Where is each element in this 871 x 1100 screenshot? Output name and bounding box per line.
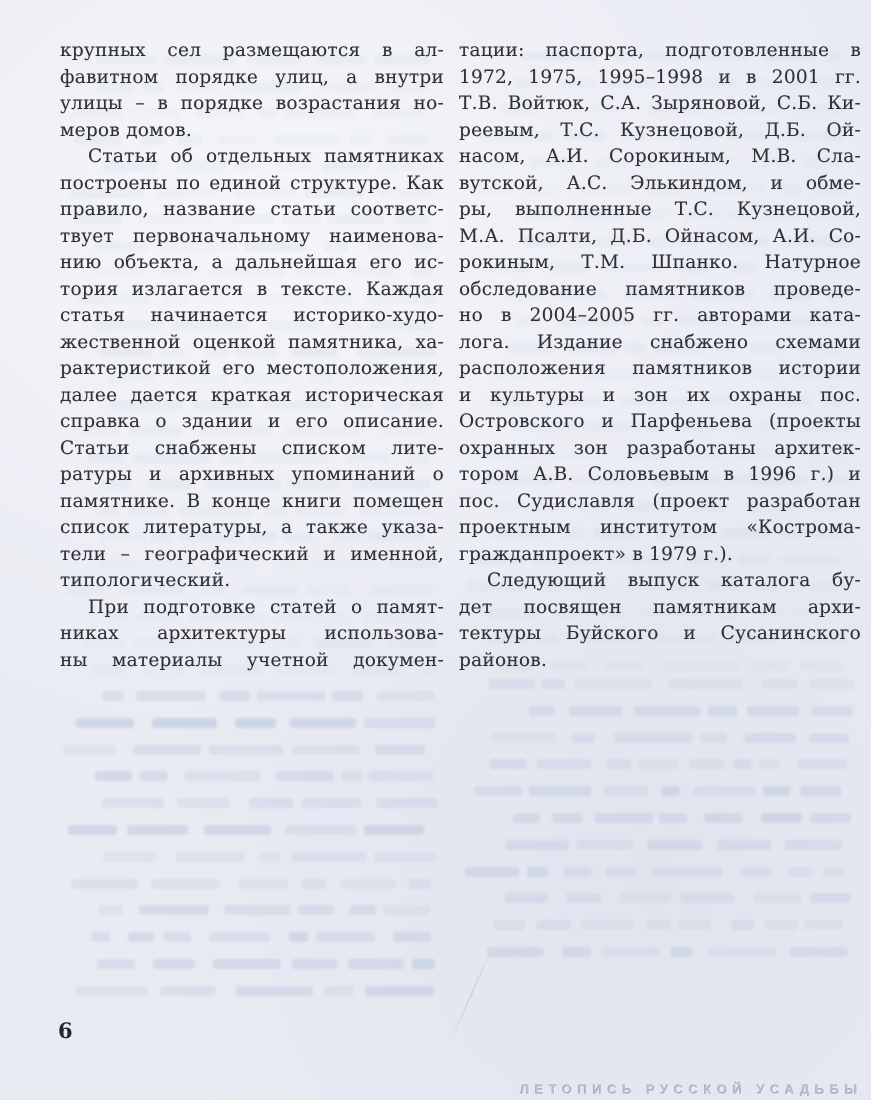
text-line: реевым, Т.С. Кузнецовой, Д.Б. Ой-	[459, 119, 861, 141]
text-line: улицы – в порядке возрастания но-	[60, 93, 444, 114]
paragraph	[60, 38, 444, 144]
text-line: 1972, 1975, 1995–1998 и в 2001 гг.	[459, 66, 861, 88]
text-column-right	[459, 38, 861, 674]
text-line: пос. Судиславля (проект разработан	[459, 490, 861, 512]
text-line: дет посвящен памятникам архи-	[459, 596, 861, 618]
paper-crease	[448, 944, 494, 1045]
ghost-line	[459, 885, 861, 903]
text-line: рокиным, Т.М. Шпанко. Натурное	[459, 252, 861, 273]
text-line: охранных зон разработаны архитек-	[459, 437, 861, 459]
running-footer: ЛЕТОПИСЬ РУССКОЙ УСАДЬБЫ	[520, 1082, 863, 1097]
text-line: никах архитектуры использова-	[60, 623, 444, 644]
ghost-line	[60, 737, 444, 755]
text-line: расположения памятников истории	[459, 358, 861, 379]
text-line: нию объекта, а дальнейшая его ис-	[60, 252, 444, 273]
text-line: Следующий выпуск каталога бу-	[487, 570, 861, 591]
ghost-line	[459, 939, 861, 957]
text-line: ры, выполненные Т.С. Кузнецовой,	[459, 199, 861, 220]
text-line: районов.	[459, 649, 548, 671]
paragraph	[60, 595, 444, 675]
ghost-line	[459, 912, 861, 930]
text-line: обследование памятников проведе-	[459, 278, 861, 300]
ghost-line	[459, 778, 861, 796]
text-line: насом, А.И. Сорокиным, М.В. Сла-	[459, 146, 861, 167]
text-line: крупных сел размещаются в ал-	[60, 40, 444, 61]
text-line: тором А.В. Соловьевым в 1996 г.) и	[459, 464, 861, 485]
ghost-line	[60, 683, 444, 701]
text-line: построены по единой структуре. Как	[60, 172, 444, 194]
text-line: Статьи снабжены списком лите-	[60, 437, 444, 459]
ghost-line	[60, 897, 444, 915]
text-line: Т.В. Войтюк, С.А. Зыряновой, С.Б. Ки-	[459, 93, 861, 114]
paragraph	[60, 144, 444, 595]
ghost-line	[459, 859, 861, 877]
text-line: ратуры и архивных упоминаний о	[60, 464, 444, 485]
text-line: Островского и Парфеньева (проекты	[459, 411, 861, 432]
ghost-line	[459, 751, 861, 769]
text-column-left	[60, 38, 444, 674]
ghost-line	[60, 978, 444, 996]
text-line: лога. Издание снабжено схемами	[459, 331, 861, 353]
text-line: справка о здании и его описание.	[60, 411, 444, 432]
text-line: и культуры и зон их охраны пос.	[459, 384, 861, 406]
text-line: вутской, А.С. Элькиндом, и обме-	[459, 172, 861, 194]
ghost-line	[60, 763, 444, 781]
text-line: но в 2004–2005 гг. авторами ката-	[459, 305, 861, 326]
text-line: далее дается краткая историческая	[60, 384, 444, 406]
text-line: правило, название статьи соответс-	[60, 199, 444, 220]
text-line: жественной оценкой памятника, ха-	[60, 331, 444, 353]
text-line: список литературы, а также указа-	[60, 517, 444, 538]
ghost-line	[60, 710, 444, 728]
text-line: гражданпроект» в 1979 г.).	[459, 543, 734, 565]
text-line: памятнике. В конце книги помещен	[60, 490, 444, 512]
text-line: ны материалы учетной докумен-	[60, 649, 444, 671]
text-line: статья начинается историко-худо-	[60, 305, 444, 326]
ghost-line	[459, 698, 861, 716]
ghost-line	[459, 725, 861, 743]
ghost-line	[60, 924, 444, 942]
ghost-line	[60, 951, 444, 969]
text-line: М.А. Псалти, Д.Б. Ойнасом, А.И. Со-	[459, 225, 861, 247]
ghost-line	[60, 871, 444, 889]
text-line: рактеристикой его местоположения,	[60, 358, 444, 379]
text-line: типологический.	[60, 570, 231, 591]
ghost-line	[459, 805, 861, 823]
text-line: Статьи об отдельных памятниках	[88, 146, 444, 167]
paragraph	[459, 568, 861, 674]
ghost-line	[459, 832, 861, 850]
ghost-line	[60, 790, 444, 808]
page-number: 6	[58, 1018, 74, 1043]
text-line: тации: паспорта, подготовленные в	[459, 40, 861, 61]
ghost-line	[60, 844, 444, 862]
paragraph	[459, 38, 861, 568]
text-line: При подготовке статей о памят-	[88, 596, 444, 618]
text-line: твует первоначальному наименова-	[60, 225, 444, 247]
ghost-line	[60, 817, 444, 835]
text-line: проектным институтом «Кострома-	[459, 517, 861, 538]
text-line: фавитном порядке улиц, а внутри	[60, 66, 444, 88]
text-line: тория излагается в тексте. Каждая	[60, 278, 444, 300]
text-line: тели – географический и именной,	[60, 543, 444, 565]
text-line: меров домов.	[60, 119, 192, 141]
text-line: тектуры Буйского и Сусанинского	[459, 623, 861, 644]
